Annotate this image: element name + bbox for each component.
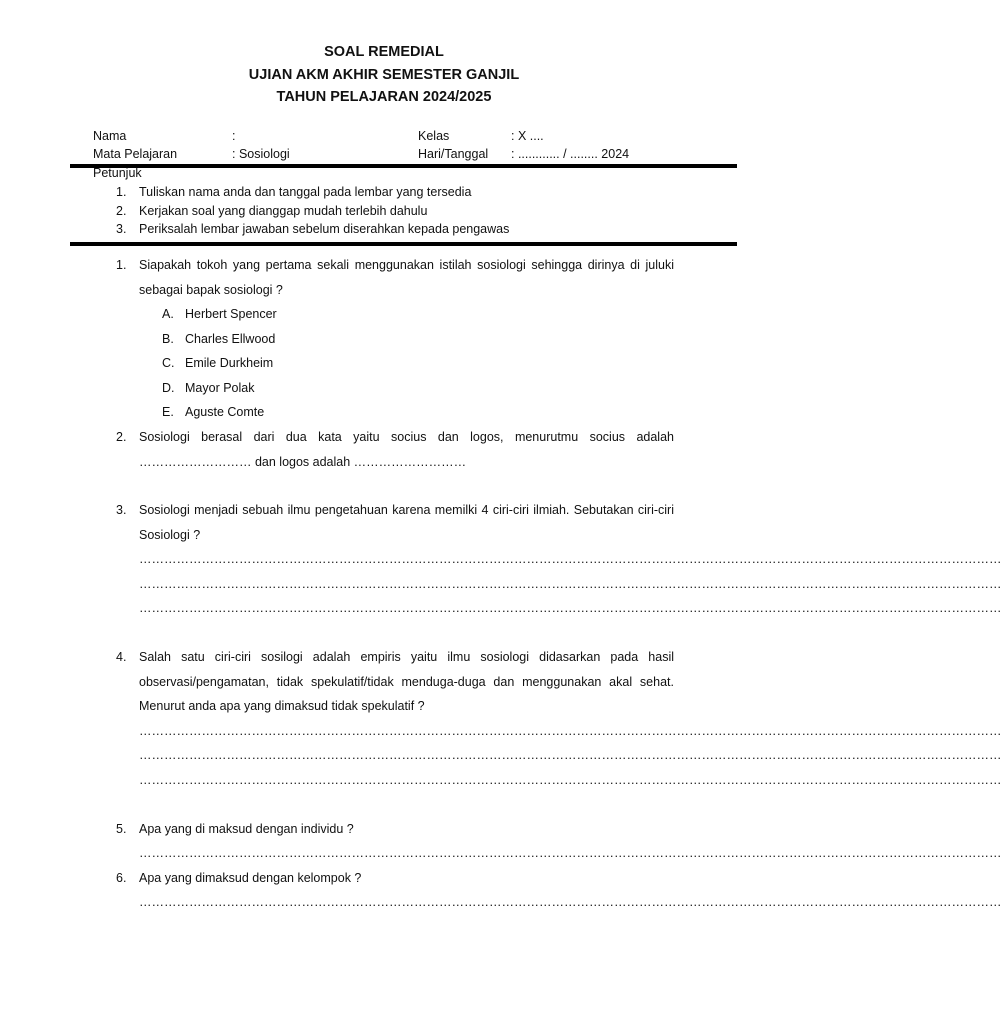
answer-line[interactable]: ………………………………………………………………………………………………………………………………………………………………………………………	[139, 601, 1002, 615]
question-text: Sosiologi menjadi sebuah ilmu pengetahuan karena memilki 4 ciri-ciri ilmiah. Sebutakan ciri-ciri Sosiologi ?	[139, 503, 674, 542]
option-text: Charles Ellwood	[185, 332, 276, 346]
question-number: 1.	[116, 258, 127, 272]
option-letter: A.	[162, 307, 174, 321]
kelas-value: : X ....	[511, 129, 544, 143]
question-text: Sosiologi berasal dari dua kata yaitu socius dan logos, menurutmu socius adalah ……………………… dan logos adalah ………………………	[139, 430, 674, 469]
header-divider-bottom	[70, 242, 737, 246]
nama-label: Nama	[93, 129, 127, 143]
petunjuk-item-text: Tuliskan nama anda dan tanggal pada lembar yang tersedia	[139, 185, 472, 199]
petunjuk-label: Petunjuk	[93, 166, 142, 180]
option-letter: E.	[162, 405, 174, 419]
hari-label: Hari/Tanggal	[418, 147, 489, 161]
option-text: Aguste Comte	[185, 405, 265, 419]
option-letter: D.	[162, 381, 175, 395]
mapel-value: : Sosiologi	[232, 147, 290, 161]
question-number: 5.	[116, 822, 127, 836]
question-text: Siapakah tokoh yang pertama sekali menggunakan istilah sosiologi sehingga dirinya di juluki sebagai bapak sosiologi ?	[139, 258, 674, 297]
title-line-2: UJIAN AKM AKHIR SEMESTER GANJIL	[248, 67, 520, 83]
hari-value: : ............ / ........ 2024	[511, 147, 630, 161]
answer-line[interactable]: ………………………………………………………………………………………………………………………………………………………………………………………	[139, 895, 1002, 909]
question-number: 6.	[116, 871, 127, 885]
option-letter: C.	[162, 356, 175, 370]
header-divider-top	[70, 164, 737, 168]
option-text: Emile Durkheim	[185, 356, 274, 370]
question-text: Salah satu ciri-ciri sosilogi adalah empiris yaitu ilmu sosiologi didasarkan pada hasil observasi/pengamatan, tidak spekulatif/tidak menduga-duga dan menggunakan akal sehat. Menurut anda apa yang dimaksud tidak spekulatif ?	[139, 650, 674, 713]
question-number: 2.	[116, 430, 127, 444]
question-text: Apa yang dimaksud dengan kelompok ?	[139, 871, 362, 885]
answer-line[interactable]: ………………………………………………………………………………………………………………………………………………………………………………………	[139, 748, 1002, 762]
petunjuk-item-text: Kerjakan soal yang dianggap mudah terlebih dahulu	[139, 204, 428, 218]
question-text: Apa yang di maksud dengan individu ?	[139, 822, 354, 836]
petunjuk-item-text: Periksalah lembar jawaban sebelum diserahkan kepada pengawas	[139, 222, 510, 236]
kelas-label: Kelas	[418, 129, 450, 143]
title-line-3: TAHUN PELAJARAN 2024/2025	[276, 89, 492, 105]
answer-line[interactable]: ………………………………………………………………………………………………………………………………………………………………………………………	[139, 552, 1002, 566]
question-number: 4.	[116, 650, 127, 664]
petunjuk-item-number: 1.	[116, 185, 127, 199]
option-letter: B.	[162, 332, 174, 346]
answer-line[interactable]: ………………………………………………………………………………………………………………………………………………………………………………………	[139, 724, 1002, 738]
option-text: Herbert Spencer	[185, 307, 277, 321]
answer-line[interactable]: ………………………………………………………………………………………………………………………………………………………………………………………	[139, 846, 1002, 860]
question-number: 3.	[116, 503, 127, 517]
answer-line[interactable]: ………………………………………………………………………………………………………………………………………………………………………………………	[139, 577, 1002, 591]
title-line-1: SOAL REMEDIAL	[324, 44, 444, 60]
petunjuk-item-number: 2.	[116, 204, 127, 218]
option-text: Mayor Polak	[185, 381, 255, 395]
mapel-label: Mata Pelajaran	[93, 147, 178, 161]
answer-line[interactable]: ………………………………………………………………………………………………………………………………………………………………………………………	[139, 773, 1002, 787]
nama-value: :	[232, 129, 236, 143]
petunjuk-item-number: 3.	[116, 222, 127, 236]
